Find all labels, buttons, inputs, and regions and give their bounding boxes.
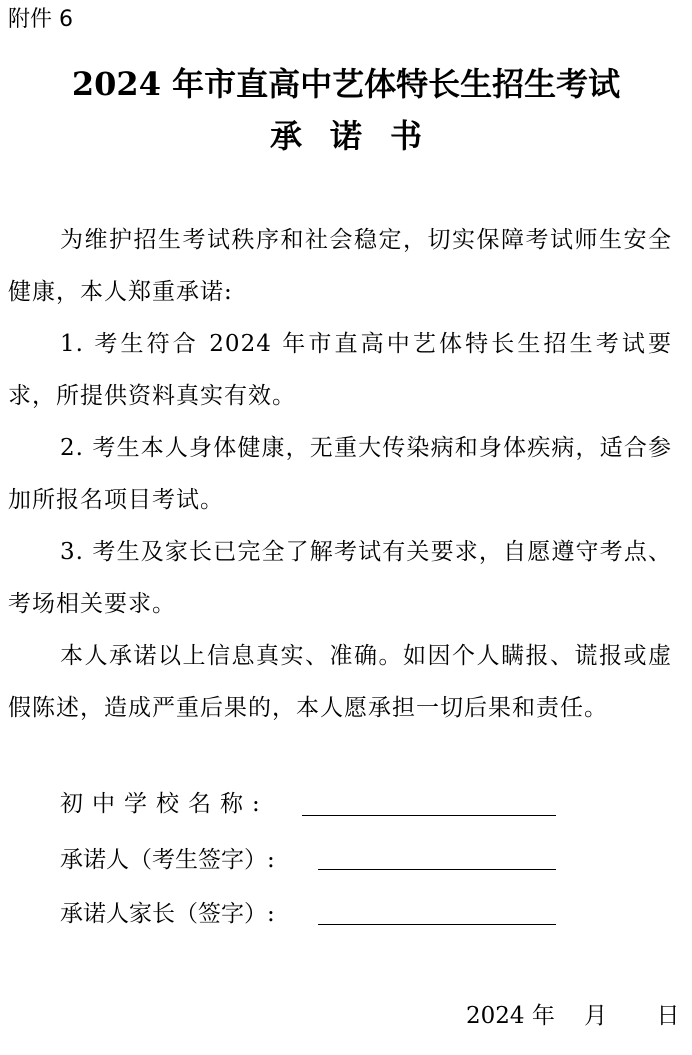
- commitment-item-1: 1. 考生符合 2024 年市直高中艺体特长生招生考试要求，所提供资料真实有效。: [8, 331, 672, 409]
- date-day: 日: [656, 1003, 680, 1029]
- parent-signature-line[interactable]: [318, 924, 556, 925]
- attachment-label: 附件 6: [8, 7, 73, 32]
- parent-signature-label: 承诺人家长（签字）:: [60, 901, 275, 927]
- date-year: 2024 年: [466, 1003, 555, 1029]
- intro-paragraph: 为维护招生考试秩序和社会稳定，切实保障考试师生安全健康，本人郑重承诺:: [8, 227, 672, 305]
- student-signature-row: [60, 840, 275, 880]
- signing-date: [466, 996, 679, 1036]
- commitment-item-2: 2. 考生本人身体健康，无重大传染病和身体疾病，适合参加所报名项目考试。: [8, 435, 672, 513]
- school-name-line[interactable]: [302, 815, 556, 816]
- closing-paragraph: 本人承诺以上信息真实、准确。如因个人瞒报、谎报或虚假陈述，造成严重后果的，本人愿承担一切后果和责任。: [8, 643, 672, 721]
- document-title: 2024 年市直高中艺体特长生招生考试: [71, 65, 621, 103]
- date-month: 月: [584, 1003, 608, 1029]
- commitment-item-3: 3. 考生及家长已完全了解考试有关要求，自愿遵守考点、考场相关要求。: [8, 539, 672, 617]
- school-name-label: 初中学校名称:: [60, 791, 269, 817]
- student-signature-line[interactable]: [318, 869, 556, 870]
- student-signature-label: 承诺人（考生签字）:: [60, 847, 275, 873]
- parent-signature-row: [60, 894, 275, 934]
- school-name-row: [60, 784, 269, 824]
- document-subtitle: 承诺书: [269, 117, 450, 155]
